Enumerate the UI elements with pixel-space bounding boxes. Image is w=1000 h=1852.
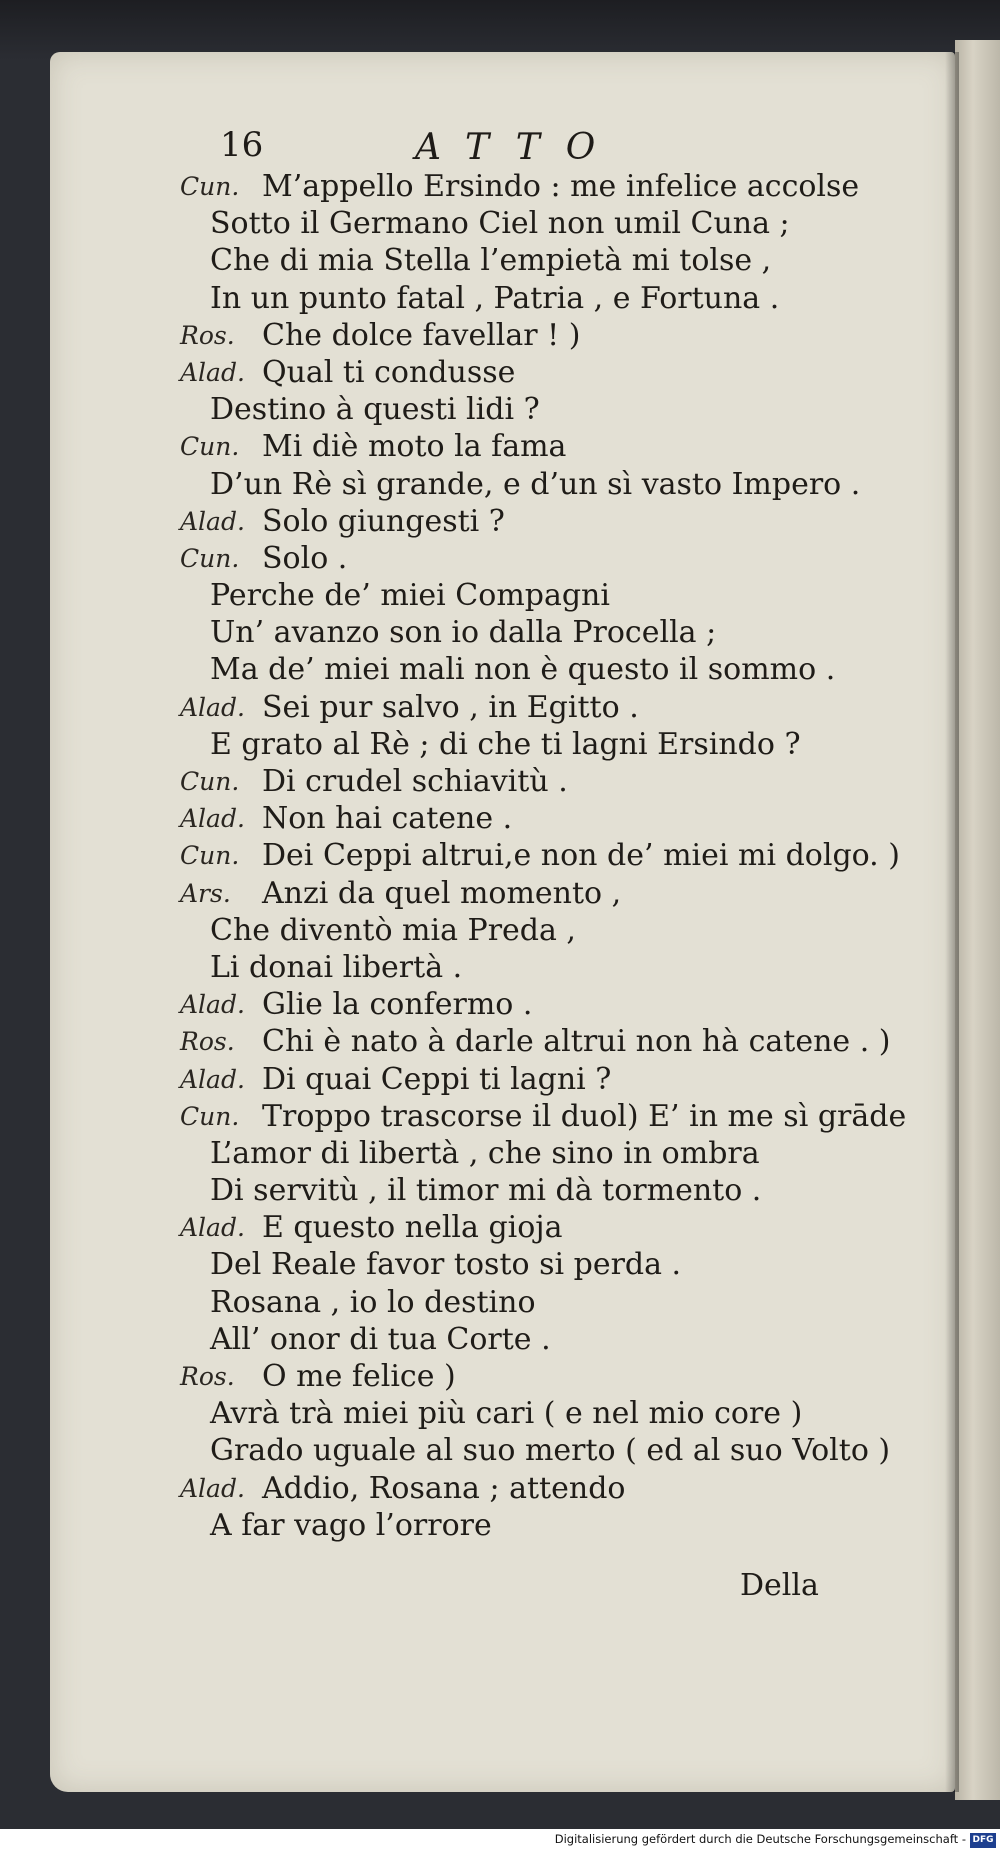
speaker-label: Alad. (180, 506, 245, 536)
speaker-label: Cun. (180, 1101, 240, 1131)
verse-line (180, 205, 920, 242)
catchword: Della (740, 1568, 819, 1603)
speaker-label: Cun. (180, 543, 240, 573)
verse-text: Grado uguale al suo merto ( ed al suo Volto ) (210, 1433, 891, 1469)
verse-text: Rosana , io lo destino (210, 1284, 536, 1320)
digitization-footer (0, 1829, 1000, 1852)
facing-page-edge (955, 40, 1000, 1800)
dialogue-text (180, 168, 920, 1544)
verse-line (180, 428, 920, 465)
verse-line (180, 1432, 920, 1469)
verse-text: Solo . (262, 540, 348, 576)
scan-background (0, 0, 1000, 60)
verse-line (180, 1358, 920, 1395)
verse-text: Che diventò mia Preda , (210, 912, 576, 948)
verse-text: L’amor di libertà , che sino in ombra (210, 1135, 760, 1171)
speaker-label: Cun. (180, 841, 240, 871)
verse-line (180, 837, 920, 874)
verse-line (180, 726, 920, 763)
verse-line (180, 614, 920, 651)
speaker-label: Ros. (180, 1027, 235, 1057)
verse-line (180, 1172, 920, 1209)
speaker-label: Alad. (180, 1213, 245, 1243)
speaker-label: Cun. (180, 432, 240, 462)
verse-line (180, 503, 920, 540)
verse-text: M’appello Ersindo : me infelice accolse (262, 169, 860, 204)
verse-line (180, 242, 920, 279)
verse-line (180, 466, 920, 503)
verse-text: E grato al Rè ; di che ti lagni Ersindo ? (210, 726, 801, 762)
verse-text: In un punto fatal , Patria , e Fortuna . (210, 280, 780, 316)
verse-line (180, 540, 920, 577)
speaker-label: Ars. (180, 878, 231, 908)
verse-text: E questo nella gioja (262, 1210, 563, 1246)
verse-line (180, 280, 920, 317)
verse-line (180, 800, 920, 837)
verse-text: Perche de’ miei Compagni (210, 578, 610, 614)
speaker-label: Ros. (180, 1362, 235, 1391)
verse-text: Che dolce favellar ! ) (262, 317, 581, 353)
verse-line (180, 1395, 920, 1432)
verse-line (180, 354, 920, 391)
speaker-label: Cun. (180, 172, 240, 201)
verse-line (180, 875, 920, 912)
speaker-label: Alad. (180, 990, 245, 1020)
verse-text: Glie la confermo . (262, 987, 533, 1023)
speaker-label: Alad. (180, 1473, 245, 1503)
speaker-label: Alad. (180, 804, 245, 834)
verse-text: Che di mia Stella l’empietà mi tolse , (210, 243, 772, 279)
verse-line (180, 1098, 920, 1135)
verse-text: All’ onor di tua Corte . (210, 1321, 551, 1357)
verse-text: Solo giungesti ? (262, 503, 505, 539)
verse-text: Troppo trascorse il duol) E’ in me sì grāde (262, 1098, 907, 1134)
verse-line (180, 651, 920, 688)
verse-text: D’un Rè sì grande, e d’un sì vasto Impero . (210, 466, 861, 502)
verse-text: Di quai Ceppi ti lagni ? (262, 1061, 612, 1097)
running-title: ATTO (415, 127, 622, 168)
verse-text: Dei Ceppi altrui,e non de’ miei mi dolgo. ) (262, 838, 900, 874)
speaker-label: Alad. (180, 692, 245, 722)
verse-line (180, 1061, 920, 1098)
verse-line (180, 1135, 920, 1172)
verse-text: Addio, Rosana ; attendo (262, 1470, 626, 1506)
footer-credit: Digitalisierung gefördert durch die Deutsche Forschungsgemeinschaft - (554, 1832, 966, 1846)
verse-text: Qual ti condusse (262, 354, 516, 390)
verse-line (180, 168, 920, 205)
verse-text: A far vago l’orrore (210, 1507, 492, 1543)
verse-line (180, 1023, 920, 1060)
verse-text: Sei pur salvo , in Egitto . (262, 689, 639, 725)
verse-line (180, 1321, 920, 1358)
verse-text: Di servitù , il timor mi dà tormento . (210, 1173, 762, 1209)
dfg-logo: DFG (970, 1833, 996, 1848)
verse-line (180, 1246, 920, 1283)
verse-line (180, 689, 920, 726)
verse-line (180, 763, 920, 800)
verse-text: Sotto il Germano Ciel non umil Cuna ; (210, 206, 790, 242)
verse-line (180, 317, 920, 354)
verse-line (180, 1470, 920, 1507)
verse-line (180, 1507, 920, 1544)
verse-line (180, 391, 920, 428)
verse-line (180, 1284, 920, 1321)
speaker-label: Cun. (180, 767, 240, 796)
verse-line (180, 1209, 920, 1246)
verse-text: Mi diè moto la fama (262, 429, 567, 465)
verse-text: Destino à questi lidi ? (210, 392, 540, 428)
verse-text: Un’ avanzo son io dalla Procella ; (210, 615, 717, 651)
verse-text: Anzi da quel momento , (262, 875, 622, 911)
speaker-label: Alad. (180, 1064, 245, 1094)
verse-text: Di crudel schiavitù . (262, 764, 568, 799)
verse-text: Li donai libertà . (210, 949, 463, 985)
verse-line (180, 949, 920, 986)
verse-line (180, 912, 920, 949)
verse-text: Del Reale favor tosto si perda . (210, 1247, 682, 1283)
verse-line (180, 577, 920, 614)
verse-text: Chi è nato à darle altrui non hà catene . ) (262, 1024, 891, 1060)
speaker-label: Alad. (180, 357, 245, 387)
speaker-label: Ros. (180, 320, 235, 350)
page-number: 16 (220, 125, 264, 165)
verse-text: Avrà trà miei più cari ( e nel mio core ) (210, 1396, 803, 1432)
verse-text: Non hai catene . (262, 801, 513, 837)
verse-line (180, 986, 920, 1023)
verse-text: Ma de’ miei mali non è questo il sommo . (210, 652, 836, 688)
verse-text: O me felice ) (262, 1359, 456, 1394)
spine-shadow (945, 52, 959, 1792)
